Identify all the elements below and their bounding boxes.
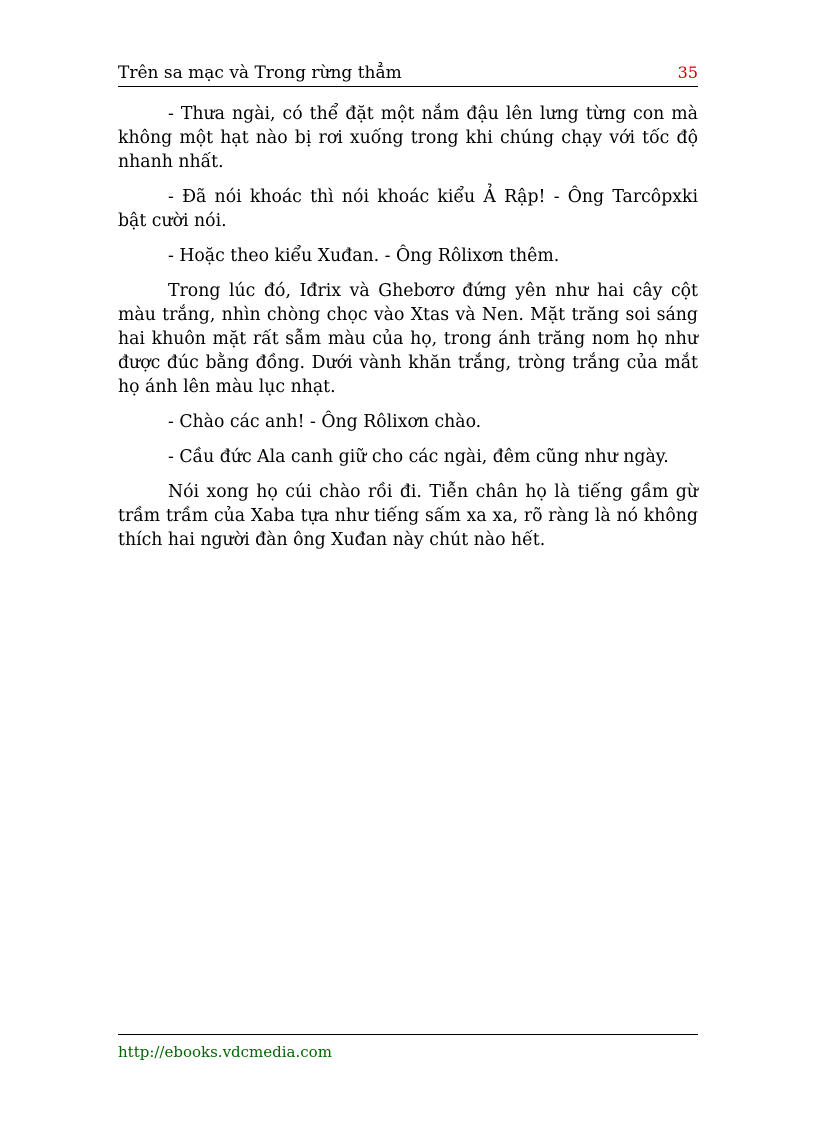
paragraph-6: - Cầu đức Ala canh giữ cho các ngài, đêm cũng như ngày. (168, 447, 669, 467)
paragraph-5: - Chào các anh! - Ông Rôlixơn chào. (168, 412, 482, 432)
paragraph-7: Nói xong họ cúi chào rồi đi. Tiễn chân họ là tiếng gầm gừ trầm trầm của Xaba tựa như tiếng sấm xa xa, rõ ràng là nó không thích hai người đàn ông Xuđan này chút nào hết. (118, 482, 698, 550)
body-text (118, 102, 698, 563)
page-number: 35 (677, 63, 698, 82)
paragraph-2: - Đã nói khoác thì nói khoác kiểu Ả Rập! - Ông Tarcôpxki bật cười nói. (118, 187, 698, 231)
page-header (118, 62, 698, 87)
footer-divider (118, 1034, 698, 1035)
running-title: Trên sa mạc và Trong rừng thẳm (118, 63, 402, 83)
paragraph-1: - Thưa ngài, có thể đặt một nắm đậu lên lưng từng con mà không một hạt nào bị rơi xuống trong khi chúng chạy với tốc độ nhanh nhất. (118, 104, 698, 172)
footer-url-link[interactable]: http://ebooks.vdcmedia.com (118, 1043, 332, 1061)
paragraph-4: Trong lúc đó, Iđrix và Ghebơrơ đứng yên như hai cây cột màu trắng, nhìn chòng chọc vào Xtas và Nen. Mặt trăng soi sáng hai khuôn mặt rất sẫm màu của họ, trong ánh trăng nom họ như được đúc bằng đồng. Dưới vành khăn trắng, tròng trắng của mắt họ ánh lên màu lục nhạt. (118, 281, 698, 397)
paragraph-3: - Hoặc theo kiểu Xuđan. - Ông Rôlixơn thêm. (168, 246, 560, 266)
